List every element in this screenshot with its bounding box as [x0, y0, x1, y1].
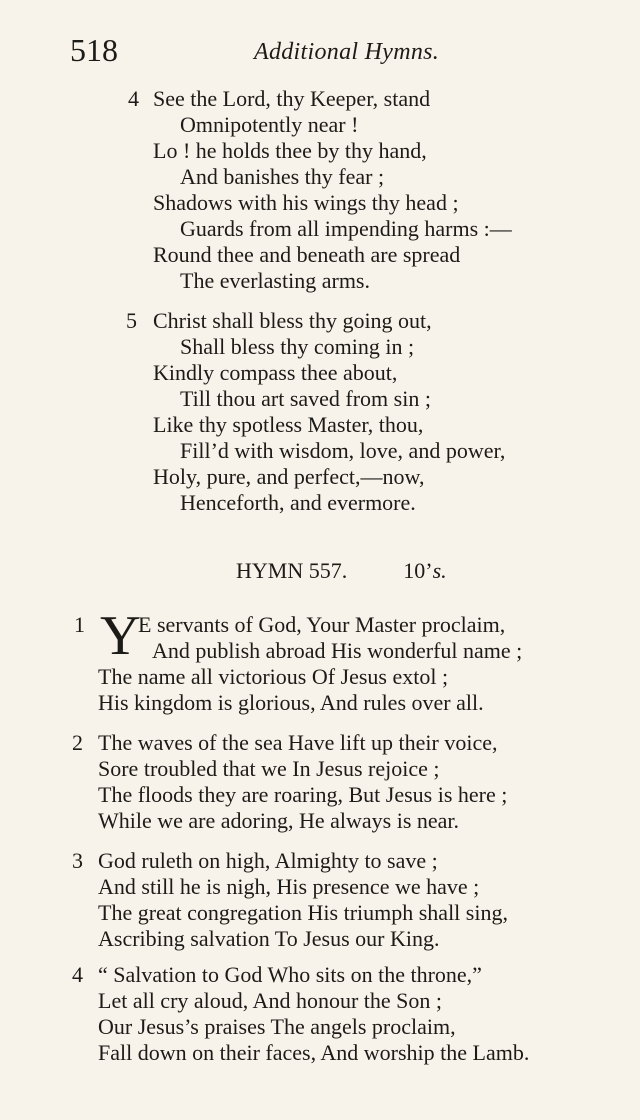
verse-number: 4: [128, 86, 139, 111]
verse-line: Christ shall bless thy going out,: [153, 308, 432, 333]
verse-line: Ascribing salvation To Jesus our King.: [98, 926, 440, 951]
hymn-number: HYMN 557.: [236, 558, 348, 583]
verse-line: Holy, pure, and perfect,—now,: [153, 464, 425, 489]
verse-line: Shadows with his wings thy head ;: [153, 190, 459, 215]
verse-line: Kindly compass thee about,: [153, 360, 398, 385]
drop-cap: Y: [100, 605, 141, 667]
verse-line: And publish abroad His wonderful name ;: [152, 638, 523, 663]
verse-line: E servants of God, Your Master proclaim,: [138, 612, 506, 637]
verse-number: 4: [72, 962, 83, 987]
verse-line: Let all cry aloud, And honour the Son ;: [98, 988, 442, 1013]
meter-suffix: s.: [432, 558, 447, 583]
verse-line: God ruleth on high, Almighty to save ;: [98, 848, 438, 873]
verse-line: “ Salvation to God Who sits on the throne,”: [98, 962, 482, 987]
verse-line: Omnipotently near !: [180, 112, 359, 137]
verse-line: The everlasting arms.: [180, 268, 370, 293]
verse-number: 5: [126, 308, 137, 333]
verse-line: Fill’d with wisdom, love, and power,: [180, 438, 506, 463]
verse-line: Sore troubled that we In Jesus rejoice ;: [98, 756, 440, 781]
verse-line: And banishes thy fear ;: [180, 164, 385, 189]
verse-line: Guards from all impending harms :—: [180, 216, 512, 241]
verse-line: The name all victorious Of Jesus extol ;: [98, 664, 449, 689]
verse-line: Fall down on their faces, And worship the Lamb.: [98, 1040, 530, 1065]
page-header: [70, 30, 490, 70]
verse-line: And still he is nigh, His presence we have ;: [98, 874, 480, 899]
verse-line: The great congregation His triumph shall sing,: [98, 900, 508, 925]
verse-line: His kingdom is glorious, And rules over all.: [98, 690, 484, 715]
verse-number: 3: [72, 848, 83, 873]
verse-line: Round thee and beneath are spread: [153, 242, 461, 267]
verse-line: Our Jesus’s praises The angels proclaim,: [98, 1014, 456, 1039]
verse-line: While we are adoring, He always is near.: [98, 808, 460, 833]
verse-line: Henceforth, and evermore.: [180, 490, 416, 515]
verse-line: Lo ! he holds thee by thy hand,: [153, 138, 427, 163]
page-number: 518: [70, 32, 118, 68]
verse-line: Shall bless thy coming in ;: [180, 334, 415, 359]
verse-line: The waves of the sea Have lift up their voice,: [98, 730, 498, 755]
hymn-title: [236, 556, 447, 586]
verse-line: Like thy spotless Master, thou,: [153, 412, 424, 437]
verse-line: The floods they are roaring, But Jesus is here ;: [98, 782, 508, 807]
verse-number: 1: [74, 612, 85, 637]
meter-number: 10’: [403, 558, 433, 583]
verse-line: See the Lord, thy Keeper, stand: [153, 86, 431, 111]
running-head: Additional Hymns.: [254, 39, 440, 65]
verse-line: Till thou art saved from sin ;: [180, 386, 431, 411]
verse-number: 2: [72, 730, 83, 755]
hymn-meter: [403, 558, 446, 583]
